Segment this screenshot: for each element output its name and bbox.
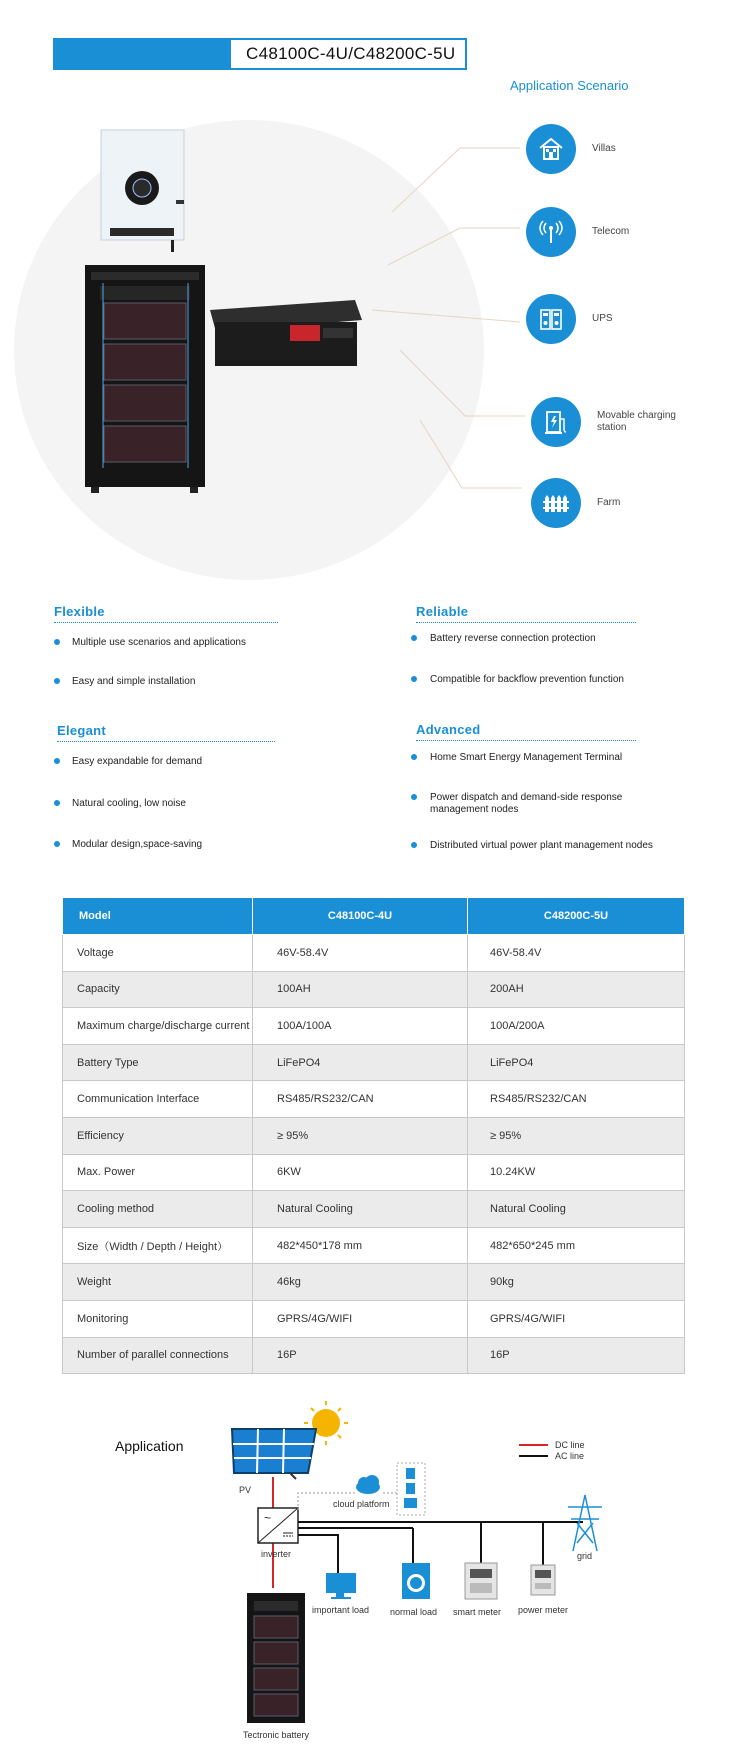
row-value: 100AH — [253, 971, 468, 1008]
important-load-icon — [326, 1573, 356, 1599]
power-meter-label: power meter — [518, 1605, 569, 1615]
washing-machine-icon — [402, 1563, 430, 1599]
connector-line-charging — [400, 350, 525, 416]
cloud-platform-label: cloud platform — [333, 1499, 390, 1509]
row-label: Maximum charge/discharge current — [63, 1008, 253, 1045]
application-diagram — [0, 1395, 750, 1747]
row-label: Efficiency — [63, 1118, 253, 1155]
row-value: 482*650*245 mm — [468, 1227, 685, 1264]
connector-lines — [372, 148, 525, 488]
bullet-icon — [54, 841, 60, 847]
application-scenario-heading: Application Scenario — [510, 78, 629, 93]
smart-meter-label: smart meter — [453, 1607, 502, 1617]
important-load-label: important load — [312, 1605, 370, 1615]
row-value: LiFePO4 — [253, 1044, 468, 1081]
feature-title-elegant: Elegant — [57, 723, 107, 738]
battery-label: Tectronic battery — [243, 1730, 310, 1740]
row-value: RS485/RS232/CAN — [253, 1081, 468, 1118]
row-value: 16P — [253, 1337, 468, 1374]
row-value: 16P — [468, 1337, 685, 1374]
pv-label: PV — [239, 1485, 252, 1495]
feature-title-advanced: Advanced — [416, 722, 481, 737]
scenario-label: UPS — [592, 313, 613, 324]
rack-battery-module — [210, 300, 362, 366]
product-title: C48100C-4U/C48200C-5U — [230, 38, 467, 70]
feature-item: Home Smart Energy Management Terminal — [430, 752, 623, 763]
connector-line-telecom — [388, 228, 520, 265]
feature-item: Multiple use scenarios and applications — [72, 637, 246, 648]
ups-icon — [526, 294, 576, 344]
table-row — [63, 1337, 685, 1374]
row-label: Battery Type — [63, 1044, 253, 1081]
row-value: GPRS/4G/WIFI — [468, 1301, 685, 1338]
legend-dc-label: DC line — [555, 1440, 585, 1450]
row-value: 100A/100A — [253, 1008, 468, 1045]
smart-meter-icon — [465, 1563, 497, 1599]
feature-title-flexible: Flexible — [54, 604, 105, 619]
row-label: Size（Width / Depth / Height） — [63, 1227, 253, 1264]
table-row — [63, 1008, 685, 1045]
scenario-telecom — [526, 207, 692, 257]
feature-item: Battery reverse connection protection — [430, 633, 596, 644]
fence-icon — [531, 478, 581, 528]
charger-icon — [531, 397, 581, 447]
row-label: Number of parallel connections — [63, 1337, 253, 1374]
table-row — [63, 1227, 685, 1264]
feature-item: Easy expandable for demand — [72, 756, 203, 767]
row-value: 6KW — [253, 1154, 468, 1191]
battery-cabinet — [85, 265, 205, 493]
bullet-icon — [411, 635, 417, 641]
header-cell-model-a: C48100C-4U — [253, 898, 468, 935]
row-value: 90kg — [468, 1264, 685, 1301]
table-row — [63, 1191, 685, 1228]
row-value: 46V-58.4V — [253, 935, 468, 972]
bullet-icon — [54, 800, 60, 806]
row-value: ≥ 95% — [253, 1118, 468, 1155]
scenario-label: Movable charging station — [597, 410, 676, 433]
normal-load-label: normal load — [390, 1607, 438, 1617]
bullet-icon — [411, 842, 417, 848]
inverter-label: inverter — [261, 1549, 292, 1559]
application-title: Application — [115, 1438, 184, 1454]
table-row — [63, 1264, 685, 1301]
row-value: RS485/RS232/CAN — [468, 1081, 685, 1118]
row-value: 10.24KW — [468, 1154, 685, 1191]
legend-ac-label: AC line — [555, 1451, 585, 1461]
feature-item: Distributed virtual power plant management nodes — [430, 840, 653, 851]
bullet-icon — [54, 678, 60, 684]
feature-item: Power dispatch and demand-side response management nodes — [430, 792, 623, 815]
feature-title-reliable: Reliable — [416, 604, 469, 619]
table-row — [63, 935, 685, 972]
scenario-villas — [526, 124, 692, 174]
grid-label: grid — [577, 1551, 593, 1561]
table-row — [63, 971, 685, 1008]
header-accent-bar — [53, 38, 231, 70]
feature-divider — [54, 622, 278, 623]
table-row — [63, 1044, 685, 1081]
row-value: ≥ 95% — [468, 1118, 685, 1155]
row-value: Natural Cooling — [253, 1191, 468, 1228]
scenario-charging-station — [531, 397, 697, 447]
antenna-icon — [526, 207, 576, 257]
cloud-icon — [356, 1475, 380, 1494]
table-row — [63, 1301, 685, 1338]
row-value: Natural Cooling — [468, 1191, 685, 1228]
row-value: LiFePO4 — [468, 1044, 685, 1081]
row-value: GPRS/4G/WIFI — [253, 1301, 468, 1338]
inverter-unit — [101, 130, 184, 252]
row-label: Monitoring — [63, 1301, 253, 1338]
feature-divider — [57, 741, 275, 742]
solar-panel-icon — [232, 1429, 316, 1479]
table-row — [63, 1118, 685, 1155]
monitor-devices-icon — [397, 1463, 425, 1515]
table-row — [63, 1154, 685, 1191]
row-label: Cooling method — [63, 1191, 253, 1228]
bullet-icon — [54, 758, 60, 764]
scenario-ups — [526, 294, 692, 344]
feature-item: Natural cooling, low noise — [72, 798, 186, 809]
row-label: Capacity — [63, 971, 253, 1008]
svg-text:~: ~ — [264, 1511, 272, 1525]
row-value: 482*450*178 mm — [253, 1227, 468, 1264]
row-value: 200AH — [468, 971, 685, 1008]
scenario-label: Telecom — [592, 226, 630, 237]
battery-cabinet-icon — [247, 1593, 305, 1723]
header-cell-model-b: C48200C-5U — [468, 898, 685, 935]
house-icon — [526, 124, 576, 174]
feature-item: Modular design,space-saving — [72, 839, 203, 850]
row-label: Max. Power — [63, 1154, 253, 1191]
connector-line-villas — [392, 148, 520, 212]
bullet-icon — [54, 639, 60, 645]
feature-divider — [416, 622, 636, 623]
power-meter-icon — [531, 1565, 555, 1595]
connector-line-farm — [420, 420, 522, 488]
row-label: Voltage — [63, 935, 253, 972]
row-value: 46V-58.4V — [468, 935, 685, 972]
spec-table — [62, 898, 685, 1374]
scenario-label: Farm — [597, 497, 621, 508]
header-cell-model: Model — [63, 898, 253, 935]
feature-item: Compatible for backflow prevention function — [430, 674, 624, 685]
row-value: 100A/200A — [468, 1008, 685, 1045]
inverter-icon — [258, 1508, 298, 1543]
scenario-label: Villas — [592, 143, 616, 154]
table-row — [63, 1081, 685, 1118]
bullet-icon — [411, 794, 417, 800]
row-value: 46kg — [253, 1264, 468, 1301]
bullet-icon — [411, 676, 417, 682]
scenario-farm — [531, 478, 697, 528]
feature-divider — [416, 740, 636, 741]
connector-line-ups — [372, 310, 520, 322]
row-label: Communication Interface — [63, 1081, 253, 1118]
bullet-icon — [411, 754, 417, 760]
feature-item: Easy and simple installation — [72, 676, 196, 687]
spec-table-header — [63, 898, 685, 935]
row-label: Weight — [63, 1264, 253, 1301]
